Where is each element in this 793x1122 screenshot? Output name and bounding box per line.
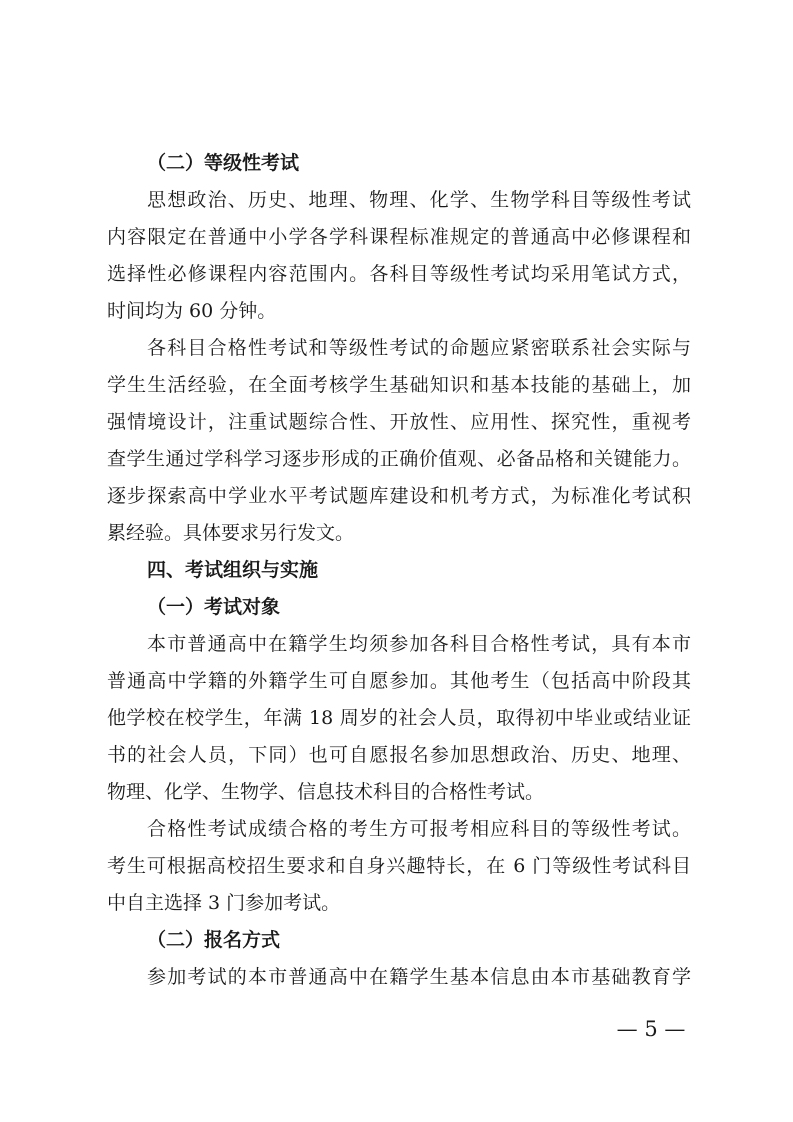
paragraph-question-design [107,330,691,552]
subheading-level-exam: （二）等级性考试 [147,152,300,174]
paragraph-line: 思想政治、历史、地理、物理、化学、生物学科目等级性考试 [147,189,691,211]
paragraph-exam-target [107,626,691,811]
paragraph-line: 逐步探索高中学业水平考试题库建设和机考方式，为标准化考试积 [107,485,691,507]
paragraph-line: 内容限定在普通中小学各学科课程标准规定的普通高中必修课程和 [107,226,691,248]
paragraph-subject-selection [107,811,691,922]
page-number: — 5 — [616,1017,686,1041]
subheading-registration: （二）报名方式 [147,929,281,951]
paragraph-line: 各科目合格性考试和等级性考试的命题应紧密联系社会实际与 [147,337,691,359]
paragraph-line: 合格性考试成绩合格的考生方可报考相应科目的等级性考试。 [147,818,691,840]
paragraph-line: 时间均为 60 分钟。 [107,300,277,322]
paragraph-registration [107,959,691,996]
paragraph-line: 查学生通过学科学习逐步形成的正确价值观、必备品格和关键能力。 [107,448,691,470]
paragraph-level-exam-content [107,182,691,330]
paragraph-line: 考生可根据高校招生要求和自身兴趣特长，在 6 门等级性考试科目 [107,855,691,877]
paragraph-line: 书的社会人员，下同）也可自愿报名参加思想政治、历史、地理、 [107,744,691,766]
paragraph-line: 累经验。具体要求另行发文。 [107,522,355,544]
paragraph-line: 选择性必修课程内容范围内。各科目等级性考试均采用笔试方式， [107,263,691,285]
paragraph-line: 中自主选择 3 门参加考试。 [107,892,341,914]
paragraph-line: 学生生活经验，在全面考核学生基础知识和基本技能的基础上，加 [107,374,691,396]
paragraph-line: 他学校在校学生，年满 18 周岁的社会人员，取得初中毕业或结业证 [107,707,691,729]
paragraph-line: 物理、化学、生物学、信息技术科目的合格性考试。 [107,781,545,803]
paragraph-line: 本市普通高中在籍学生均须参加各科目合格性考试，具有本市 [147,633,691,655]
section-heading-organization: 四、考试组织与实施 [147,559,319,581]
paragraph-line: 普通高中学籍的外籍学生可自愿参加。其他考生（包括高中阶段其 [107,670,691,692]
document-body [107,145,691,996]
paragraph-line: 强情境设计，注重试题综合性、开放性、应用性、探究性，重视考 [107,411,691,433]
paragraph-line: 参加考试的本市普通高中在籍学生基本信息由本市基础教育学 [147,966,691,988]
subheading-exam-target: （一）考试对象 [147,596,281,618]
